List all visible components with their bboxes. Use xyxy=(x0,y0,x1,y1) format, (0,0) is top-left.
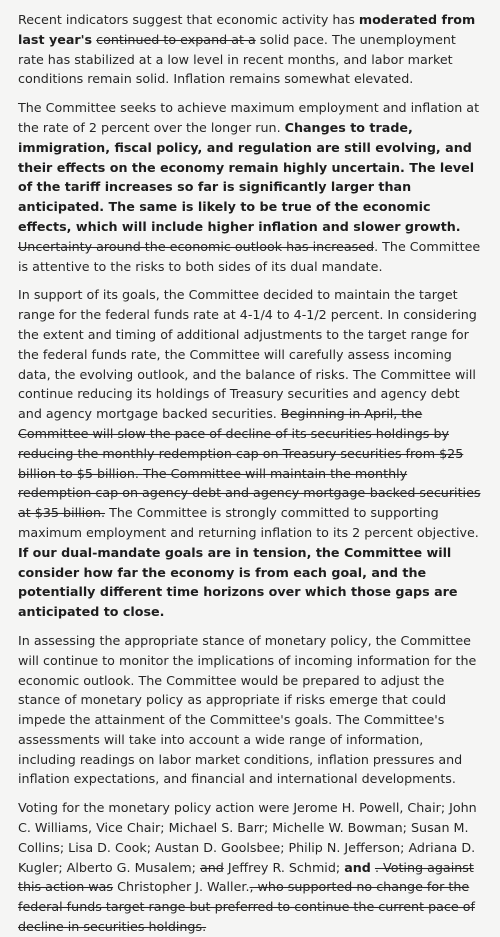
strikethrough-text-segment: and xyxy=(199,859,224,875)
bold-text-segment: and xyxy=(344,859,371,875)
text-segment: The Committee seeks to achieve maximum employment and inflation at the rate of 2 percent over the longer run. xyxy=(18,100,480,135)
bold-text-segment: If our dual-mandate goals are in tension, the Committee will consider how far the economy is from each goal, and the potentially different time horizons over which those gaps are anticipated to close. xyxy=(18,544,458,620)
text-segment: solid pace. The unemployment rate has stabilized at a low level in recent months, and labor market conditions remain solid. Inflation remains somewhat elevated. xyxy=(18,31,456,87)
text-segment: . The Committee is attentive to the risks to both sides of its dual mandate. xyxy=(18,238,481,274)
paragraph-committee-goals xyxy=(18,98,482,276)
text-segment: The Committee is strongly committed to supporting maximum employment and returning inflation to its 2 percent objective. xyxy=(18,505,479,540)
text-segment: Voting for the monetary policy action were Jerome H. Powell, Chair; John C. Williams, Vice Chair; Michael S. Barr; Michelle W. Bowman; Susan M. Collins; Lisa D. Cook; Austan D. Goolsbee; Philip N. Jefferson; Adriana D. Kugler; Alberto G. Musalem; xyxy=(18,800,477,875)
text-segment: In support of its goals, the Committee decided to maintain the target range for the federal funds rate at 4-1/4 to 4-1/2 percent. In considering the extent and timing of additional adjustments to the target range for the federal funds rate, the Committee will carefully assess incoming data, the evolving outlook, and the balance of risks. The Committee will continue reducing its holdings of Treasury securities and agency debt and agency mortgage backed securities. xyxy=(18,287,477,422)
paragraph-economic-activity xyxy=(18,10,482,89)
strikethrough-text-segment: . Voting against this action was xyxy=(18,859,474,895)
strikethrough-text-segment: Uncertainty around the economic outlook has increased xyxy=(18,238,375,254)
paragraph-voting xyxy=(18,798,482,937)
strikethrough-text-segment: , who supported no change for the federal funds target range but preferred to continue the current pace of decline in securities holdings. xyxy=(18,879,475,935)
text-segment: Recent indicators suggest that economic activity has xyxy=(18,12,359,27)
paragraph-monetary-stance xyxy=(18,631,482,789)
text-segment: In assessing the appropriate stance of monetary policy, the Committee will continue to monitor the implications of incoming information for the economic outlook. The Committee would be prepared to adjust the stance of monetary policy as appropriate if risks emerge that could impede the attainment of the Committee's goals. The Committee's assessments will take into account a wide range of information, including readings on labor market conditions, inflation pressures and inflation expectations, and financial and international developments. xyxy=(18,632,477,787)
text-segment: Christopher J. Waller. xyxy=(113,879,250,895)
strikethrough-text-segment: Beginning in April, the Committee will slow the pace of decline of its securities holdings by reducing the monthly redemption cap on Treasury securities from $25 billion to $5 billion. The Committee will maintain the monthly redemption cap on agency debt and agency mortgage-backed securities at $35 billion. xyxy=(18,406,481,521)
bold-text-segment: Changes to trade, immigration, fiscal policy, and regulation are still evolving, and their effects on the economy remain highly uncertain. The level of the tariff increases so far is significantly larger than anticipated. The same is likely to be true of the economic effects, which will include higher inflation and slower growth. xyxy=(18,119,475,234)
bold-text-segment: moderated from last year's xyxy=(18,12,476,47)
text-segment: Jeffrey R. Schmid; xyxy=(223,859,345,875)
strikethrough-text-segment: continued to expand at a xyxy=(96,31,256,47)
paragraph-policy-action xyxy=(18,285,482,622)
